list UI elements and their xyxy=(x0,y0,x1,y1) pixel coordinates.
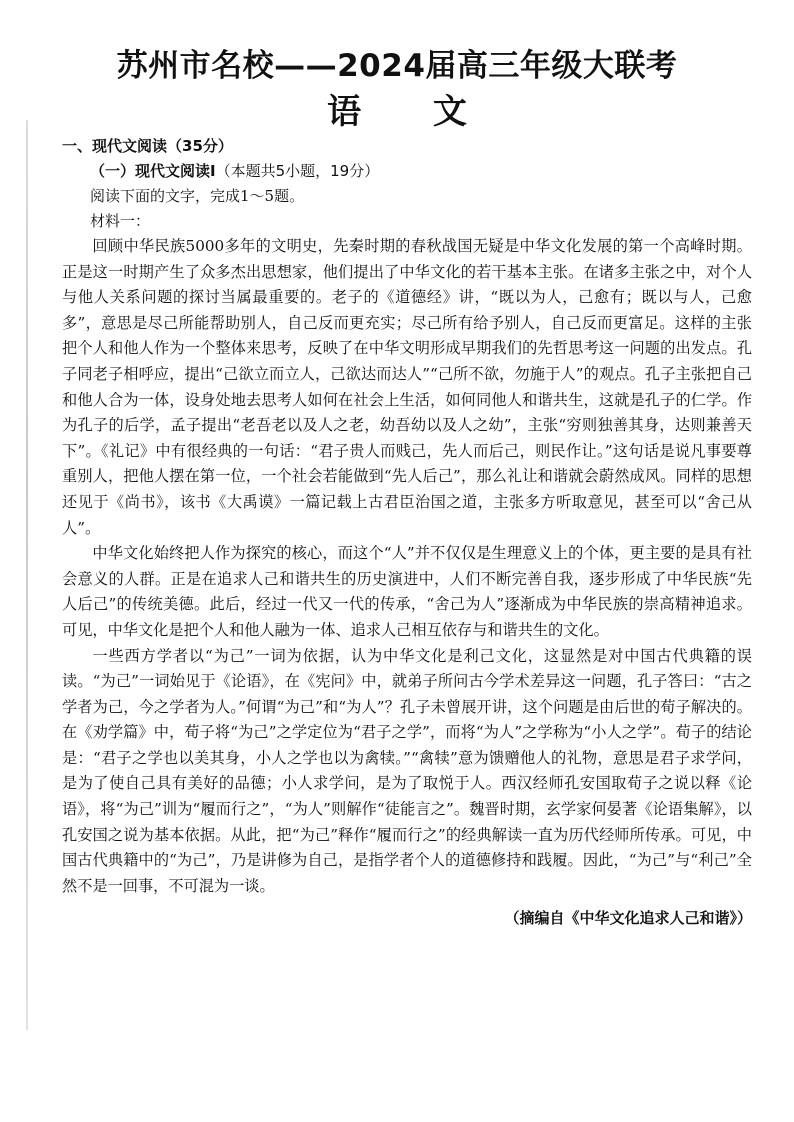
section-title: 一、现代文阅读（35分） xyxy=(62,137,233,155)
subsection-note: （本题共5小题，19分） xyxy=(215,162,380,180)
subsection-label: （一）现代文阅读Ⅰ xyxy=(90,162,216,180)
paragraph-3: 一些西方学者以“为己”一词为依据，认为中华文化是利己文化，这显然是对中国古代典籍的误读。“为己”一词始见于《论语》，在《宪问》中，就弟子所问古今学术差异这一问题，孔子答曰：“古之学者为己，今之学者为人。”何谓“为己”和“为人”？孔子未曾展开讲，这个问题是由后世的荀子解决的。在《劝学篇》中，荀子将“为己”之学定位为“君子之学”，而将“为人”之学称为“小人之学”。荀子的结论是：“君子之学也以美其身，小人之学也以为禽犊。”“禽犊”意为馈赠他人的礼物，意思是君子求学问，是为了使自己具有美好的品德；小人求学问，是为了取悦于人。西汉经师孔安国取荀子之说以释《论语》，将“为己”训为“履而行之”，“为人”则解作“徒能言之”。魏晋时期，玄学家何晏著《论语集解》，以孔安国之说为基本依据。从此，把“为己”释作“履而行之”的经典解读一直为历代经师所传承。可见，中国古代典籍中的“为己”，乃是讲修为自己，是指学者个人的道德修持和践履。因此，“为己”与“利己”全然不是一回事，不可混为一谈。 xyxy=(62,646,752,895)
source-citation: （摘编自《中华文化追求人己和谐》） xyxy=(504,909,752,928)
reading-instruction: 阅读下面的文字，完成1～5题。 xyxy=(90,187,305,205)
scan-edge-shadow xyxy=(26,120,28,1030)
paragraph-2: 中华文化始终把人作为探究的核心，而这个“人”并不仅仅是生理意义上的个体，更主要的是具有社会意义的人群。正是在追求人己和谐共生的历史演进中，人们不断完善自我，逐步形成了中华民族“先人后己”的传统美德。此后，经过一代又一代的传承，“舍己为人”逐渐成为中华民族的崇高精神追求。可见，中华文化是把个人和他人融为一体、追求人己相互依存与和谐共生的文化。 xyxy=(62,544,752,639)
subject-title: 语 文 xyxy=(327,92,497,132)
material-label: 材料一： xyxy=(90,212,151,230)
paragraph-1: 回顾中华民族5000多年的文明史，先秦时期的春秋战国无疑是中华文化发展的第一个高峰时期。正是这一时期产生了众多杰出思想家，他们提出了中华文化的若干基本主张。在诸多主张之中，对个人与他人关系问题的探讨当属最重要的。老子的《道德经》讲，“既以为人，己愈有；既以与人，己愈多”，意思是尽己所能帮助别人，自己反而更充实；尽己所有给予别人，自己反而更富足。这样的主张把个人和他人作为一个整体来思考，反映了在中华文明形成早期我们的先哲思考这一问题的出发点。孔子同老子相呼应，提出“己欲立而立人，己欲达而达人”“己所不欲，勿施于人”的观点。孔子主张把自己和他人合为一体，设身处地去思考人如何在社会上生活，如何同他人和谐共生，这就是孔子的仁学。作为孔子的后学，孟子提出“老吾老以及人之老，幼吾幼以及人之幼”，主张“穷则独善其身，达则兼善天下”。《礼记》中有很经典的一句话：“君子贵人而贱己，先人而后己，则民作让。”这句话是说凡事要尊重别人，把他人摆在第一位，一个社会若能做到“先人后己”，那么礼让和谐就会蔚然成风。同样的思想还见于《尚书》，该书《大禹谟》一篇记载上古君臣治国之道，主张多方听取意见，甚至可以“舍己从人”。 xyxy=(62,237,752,537)
exam-title: 苏州市名校——2024届高三年级大联考 xyxy=(116,48,678,84)
reading-section xyxy=(62,134,752,931)
subsection-title xyxy=(62,159,752,184)
